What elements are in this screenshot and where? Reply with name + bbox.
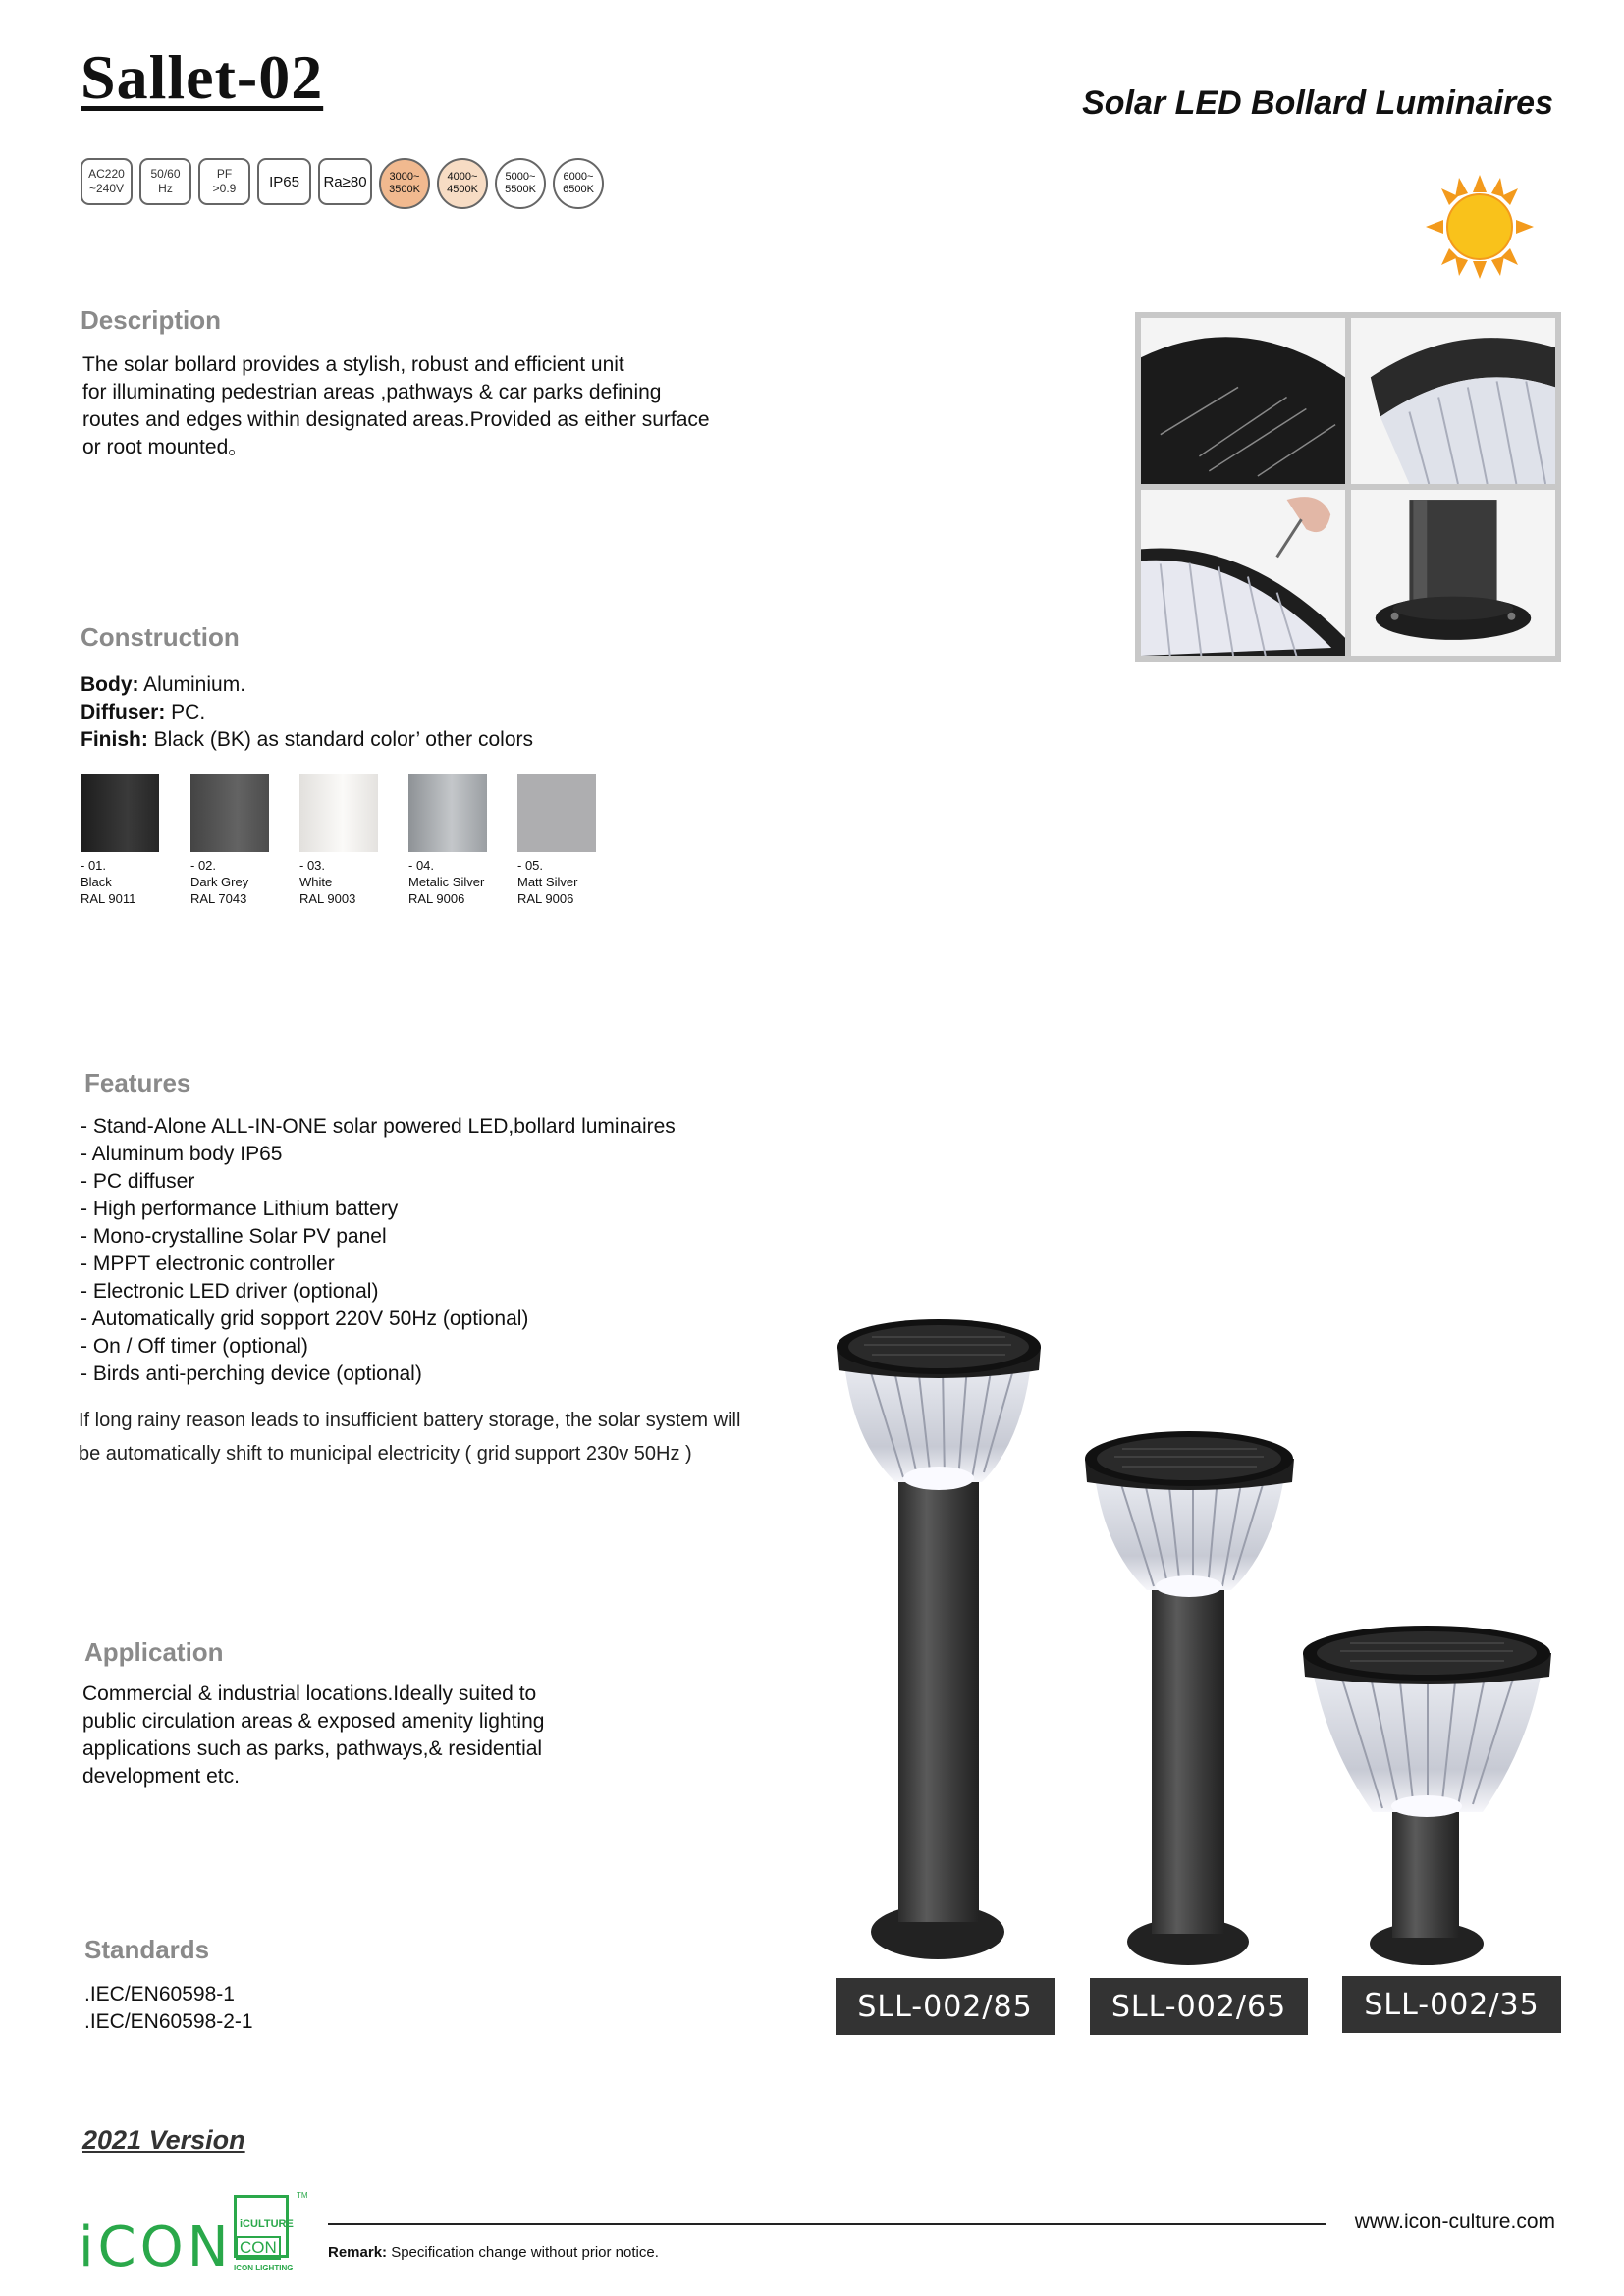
power-factor-badge: PF >0.9 bbox=[198, 158, 250, 205]
feature-item: - Automatically grid sopport 220V 50Hz (optional) bbox=[81, 1308, 529, 1330]
note-line: If long rainy reason leads to insufficient battery storage, the solar system will bbox=[79, 1410, 741, 1431]
cct-badge-6000k: 6000~ 6500K bbox=[553, 158, 604, 209]
swatch-black bbox=[81, 774, 159, 852]
diffuser-detail-photo bbox=[1351, 318, 1555, 484]
body-value: Aluminium. bbox=[138, 673, 246, 696]
description-text bbox=[82, 351, 710, 461]
sub-logo-bottom: ICON LIGHTING bbox=[234, 2264, 294, 2272]
swatch-label-matt-silver: - 05. Matt Silver RAL 9006 bbox=[517, 858, 578, 906]
frequency-badge: 50/60 Hz bbox=[139, 158, 191, 205]
application-text bbox=[82, 1681, 544, 1790]
spec-badges bbox=[81, 158, 604, 209]
model-label-65: SLL-002/65 bbox=[1090, 1978, 1308, 2035]
swatch-matt-silver bbox=[517, 774, 596, 852]
sub-logo-mid: CON bbox=[236, 2236, 281, 2260]
application-line: Commercial & industrial locations.Ideally suited to bbox=[82, 1682, 537, 1705]
bollard-small bbox=[1303, 1626, 1551, 1965]
application-heading: Application bbox=[84, 1637, 224, 1667]
icon-logo: iCON bbox=[79, 2216, 233, 2279]
cct-badge-5000k: 5000~ 5500K bbox=[495, 158, 546, 209]
swatch-label-black: - 01. Black RAL 9011 bbox=[81, 858, 136, 906]
cct-badge-4000k: 4000~ 4500K bbox=[437, 158, 488, 209]
standard-item: .IEC/EN60598-1 bbox=[84, 1983, 235, 2005]
detail-photo-grid bbox=[1135, 312, 1561, 662]
construction-specs bbox=[81, 671, 533, 754]
body-spec bbox=[81, 671, 533, 699]
body-label: Body: bbox=[81, 673, 139, 696]
remark-label: Remark: bbox=[328, 2244, 388, 2261]
note-line: be automatically shift to municipal electricity ( grid support 230v 50Hz ) bbox=[79, 1443, 692, 1465]
feature-item: - On / Off timer (optional) bbox=[81, 1335, 308, 1358]
remark bbox=[328, 2244, 659, 2261]
footer-divider bbox=[328, 2223, 1326, 2225]
description-line: routes and edges within designated areas.Provided as either surface bbox=[82, 408, 710, 431]
diffuser-label: Diffuser: bbox=[81, 701, 166, 723]
voltage-badge: AC220 ~240V bbox=[81, 158, 133, 205]
feature-item: - Electronic LED driver (optional) bbox=[81, 1280, 379, 1303]
feature-item: - Birds anti-perching device (optional) bbox=[81, 1362, 422, 1385]
sub-logo-top: iCULTURE bbox=[240, 2218, 294, 2230]
application-line: public circulation areas & exposed amenity lighting bbox=[82, 1710, 545, 1733]
diffuser-spec bbox=[81, 699, 533, 726]
diffuser-value: PC. bbox=[165, 701, 206, 723]
feature-item: - Aluminum body IP65 bbox=[81, 1143, 283, 1165]
standard-item: .IEC/EN60598-2-1 bbox=[84, 2010, 253, 2033]
cri-badge: Ra≥80 bbox=[318, 158, 372, 205]
bollard-product-illustrations bbox=[825, 1306, 1571, 1973]
standards-heading: Standards bbox=[84, 1935, 210, 1964]
page-title: Sallet-02 bbox=[81, 42, 324, 112]
application-line: development etc. bbox=[82, 1765, 240, 1788]
solar-panel-detail-photo bbox=[1141, 318, 1345, 484]
grid-support-note bbox=[79, 1404, 740, 1470]
description-line: The solar bollard provides a stylish, robust and efficient unit bbox=[82, 353, 624, 376]
application-line: applications such as parks, pathways,& residential bbox=[82, 1737, 543, 1760]
feature-item: - Mono-crystalline Solar PV panel bbox=[81, 1225, 387, 1248]
base-detail-photo bbox=[1351, 490, 1555, 656]
cct-badge-3000k: 3000~ 3500K bbox=[379, 158, 430, 209]
swatch-label-dark-grey: - 02. Dark Grey RAL 7043 bbox=[190, 858, 249, 906]
description-line: or root mounted。 bbox=[82, 436, 249, 458]
bollard-large bbox=[837, 1319, 1041, 1959]
standards-list bbox=[84, 1981, 253, 2036]
swatch-label-white: - 03. White RAL 9003 bbox=[299, 858, 356, 906]
description-line: for illuminating pedestrian areas ,pathways & car parks defining bbox=[82, 381, 662, 403]
bollard-medium bbox=[1085, 1431, 1294, 1965]
swatch-label-metallic-silver: - 04. Metalic Silver RAL 9006 bbox=[408, 858, 485, 906]
swatch-metallic-silver bbox=[408, 774, 487, 852]
feature-item: - Stand-Alone ALL-IN-ONE solar powered LED,bollard luminaires bbox=[81, 1115, 676, 1138]
ip-rating-badge: IP65 bbox=[257, 158, 311, 205]
sun-icon bbox=[1422, 173, 1538, 281]
features-list bbox=[81, 1113, 676, 1388]
trademark: TM bbox=[297, 2191, 308, 2200]
remark-text: Specification change without prior notice. bbox=[387, 2244, 659, 2261]
description-heading: Description bbox=[81, 305, 222, 335]
model-label-85: SLL-002/85 bbox=[836, 1978, 1055, 2035]
swatch-white bbox=[299, 774, 378, 852]
version-label: 2021 Version bbox=[82, 2125, 245, 2155]
feature-item: - PC diffuser bbox=[81, 1170, 195, 1193]
swatch-dark-grey bbox=[190, 774, 269, 852]
finish-label: Finish: bbox=[81, 728, 148, 751]
features-heading: Features bbox=[84, 1068, 191, 1097]
product-subtitle: Solar LED Bollard Luminaires bbox=[1082, 84, 1553, 122]
tool-detail-photo bbox=[1141, 490, 1345, 656]
finish-spec bbox=[81, 726, 533, 754]
feature-item: - MPPT electronic controller bbox=[81, 1253, 335, 1275]
finish-value: Black (BK) as standard color’ other colors bbox=[147, 728, 533, 751]
construction-heading: Construction bbox=[81, 622, 240, 652]
model-label-35: SLL-002/35 bbox=[1342, 1976, 1561, 2033]
feature-item: - High performance Lithium battery bbox=[81, 1198, 399, 1220]
website-url: www.icon-culture.com bbox=[1354, 2211, 1555, 2233]
icon-lighting-logo bbox=[234, 2191, 308, 2277]
